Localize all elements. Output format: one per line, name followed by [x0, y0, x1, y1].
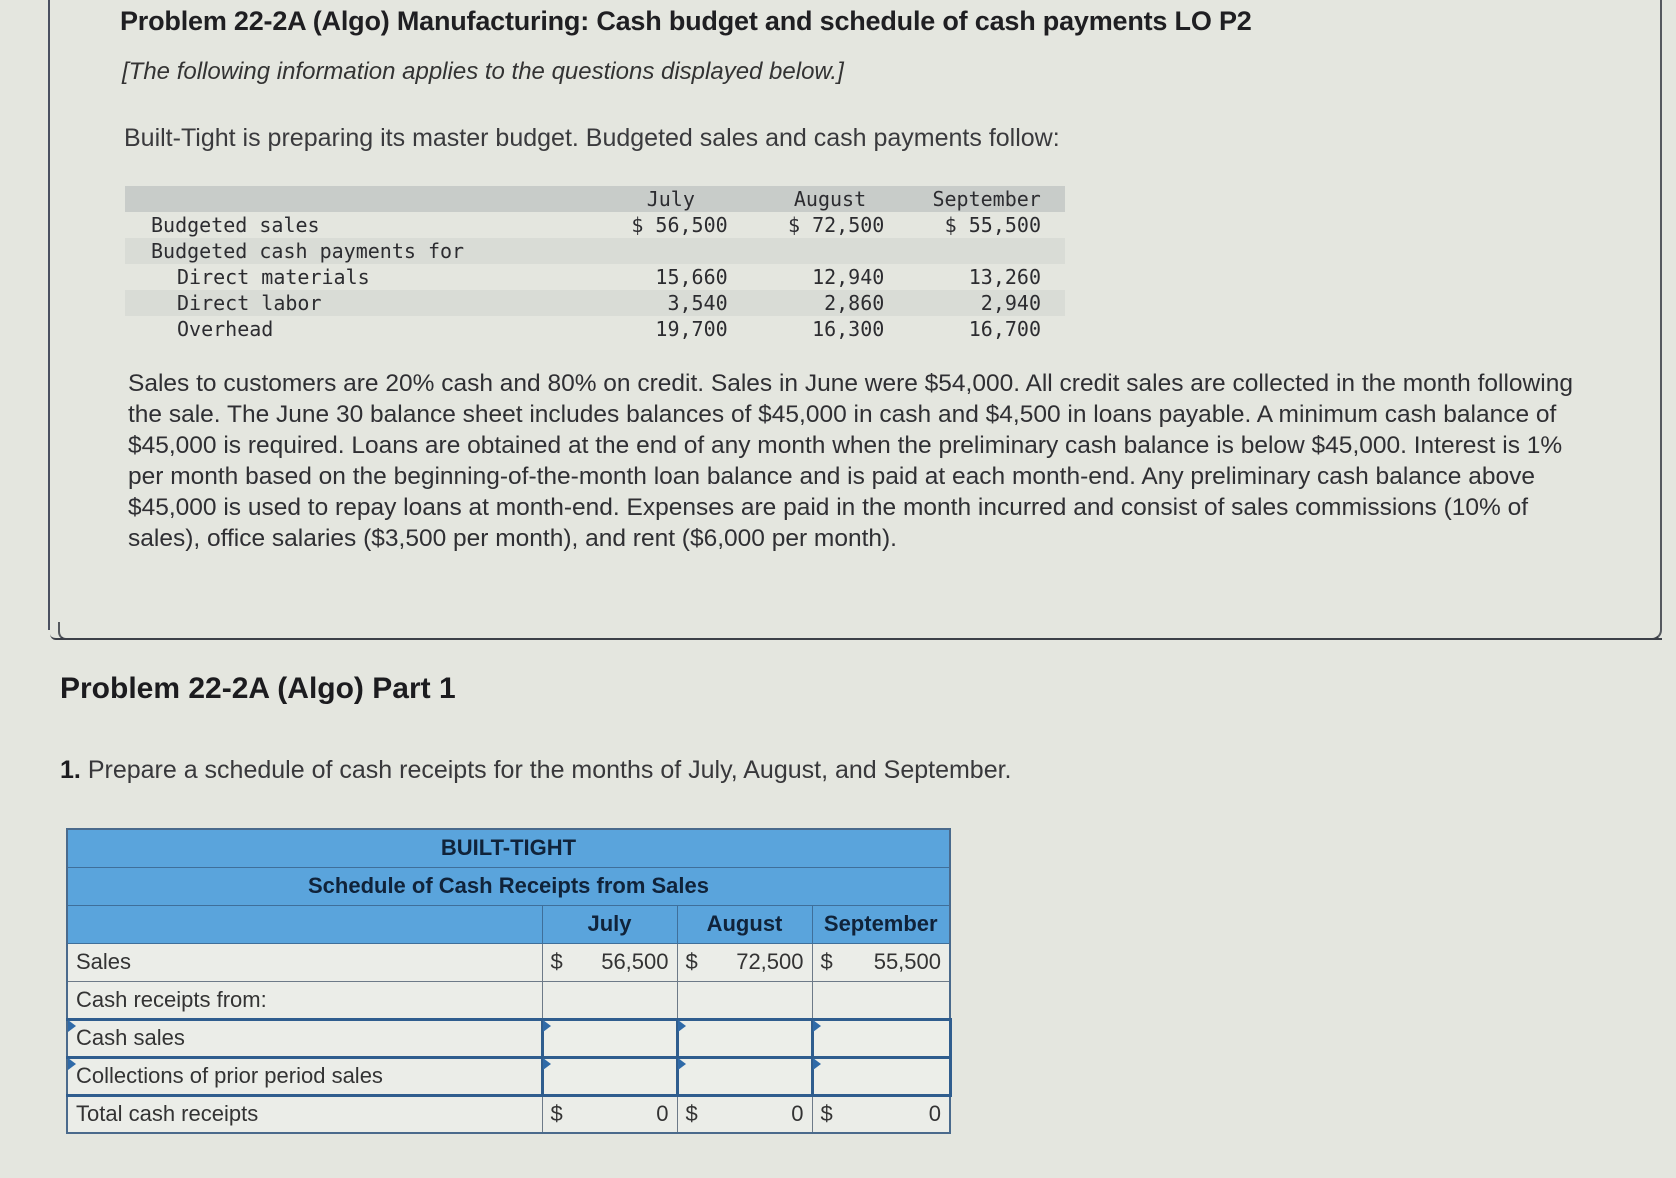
part-title: Problem 22-2A (Algo) Part 1	[60, 672, 456, 705]
month-july: July	[542, 905, 677, 943]
total-july	[542, 1095, 677, 1133]
total-value: 0	[656, 1101, 669, 1127]
cash-receipts-schedule	[66, 828, 952, 1134]
month-august: August	[677, 905, 812, 943]
row-direct-materials	[125, 264, 1065, 290]
sales-row	[67, 943, 950, 981]
schedule-title: Schedule of Cash Receipts from Sales	[67, 867, 950, 905]
cell: 2,940	[908, 290, 1065, 316]
cell: $ 56,500	[631, 213, 728, 237]
input-flag-icon	[678, 1020, 686, 1032]
collections-july-input[interactable]	[552, 1060, 668, 1092]
receipts-from-row	[67, 981, 950, 1019]
cash-sales-september-cell	[812, 1019, 950, 1057]
sales-value: 55,500	[873, 949, 941, 974]
cash-sales-july-input[interactable]	[552, 1022, 668, 1054]
total-august	[677, 1095, 812, 1133]
schedule-title-row	[67, 867, 950, 905]
cash-sales-row	[67, 1019, 950, 1057]
cash-sales-september-input[interactable]	[822, 1022, 941, 1054]
question	[60, 756, 1012, 785]
collections-september-input[interactable]	[822, 1060, 941, 1092]
cell: $ 55,500	[944, 213, 1041, 237]
cell: 12,940	[812, 265, 885, 289]
dropdown-flag-icon	[68, 1020, 76, 1032]
total-value: 0	[791, 1101, 804, 1127]
row-budgeted-sales	[125, 212, 1065, 238]
dropdown-flag-icon	[68, 1058, 76, 1070]
question-number: 1.	[60, 756, 81, 784]
total-september	[812, 1095, 950, 1133]
collections-row	[67, 1057, 950, 1095]
budget-data-table	[125, 186, 1065, 342]
question-text: Prepare a schedule of cash receipts for the months of July, August, and September.	[87, 756, 1012, 784]
total-value: 0	[928, 1101, 941, 1127]
header-blank	[125, 186, 590, 212]
currency-symbol: $	[820, 949, 833, 974]
problem-subtitle: [The following information applies to the questions displayed below.]	[122, 58, 844, 85]
header-blank	[67, 905, 542, 943]
collections-july-cell	[542, 1057, 677, 1095]
cash-sales-august-cell	[677, 1019, 812, 1057]
row-label: Budgeted cash payments for	[125, 238, 590, 264]
sales-august	[677, 943, 812, 981]
problem-title: Problem 22-2A (Algo) Manufacturing: Cash budget and schedule of cash payments LO P2	[120, 6, 1252, 36]
currency-symbol: $	[820, 1101, 833, 1127]
collections-september-cell	[812, 1057, 950, 1095]
input-flag-icon	[543, 1020, 551, 1032]
currency-symbol: $	[685, 949, 698, 974]
row-cash-payments	[125, 238, 1065, 264]
input-flag-icon	[543, 1058, 551, 1070]
cell: 19,700	[655, 317, 728, 341]
cell: 3,540	[590, 290, 752, 316]
collections-august-input[interactable]	[687, 1060, 803, 1092]
col-july: July	[590, 186, 752, 212]
row-label: Budgeted sales	[151, 213, 320, 237]
collections-label: Collections of prior period sales	[76, 1063, 383, 1088]
schedule-company: BUILT-TIGHT	[67, 829, 950, 867]
sales-september	[812, 943, 950, 981]
schedule-company-row	[67, 829, 950, 867]
cash-sales-label: Cash sales	[76, 1025, 185, 1050]
sales-july	[542, 943, 677, 981]
budget-table-header	[125, 186, 1065, 212]
cell	[590, 238, 752, 264]
currency-symbol: $	[685, 1101, 698, 1127]
cell: 13,260	[968, 265, 1041, 289]
cash-sales-july-cell	[542, 1019, 677, 1057]
cell: 16,300	[812, 317, 885, 341]
row-label: Direct labor	[125, 290, 590, 316]
sales-value: 72,500	[736, 949, 804, 974]
input-flag-icon	[678, 1058, 686, 1070]
empty-cell	[677, 981, 812, 1019]
cell	[752, 238, 909, 264]
row-direct-labor	[125, 290, 1065, 316]
total-row	[67, 1095, 950, 1133]
col-september: September	[908, 186, 1065, 212]
cell: 16,700	[968, 317, 1041, 341]
input-flag-icon	[813, 1020, 821, 1032]
input-flag-icon	[813, 1058, 821, 1070]
cell: $ 72,500	[787, 213, 885, 237]
receipts-from-label: Cash receipts from:	[67, 981, 542, 1019]
collections-august-cell	[677, 1057, 812, 1095]
cell: 2,860	[752, 290, 909, 316]
month-september: September	[812, 905, 950, 943]
schedule-month-header	[67, 905, 950, 943]
total-label: Total cash receipts	[67, 1095, 542, 1133]
cell: 15,660	[655, 265, 728, 289]
currency-symbol: $	[550, 949, 563, 974]
collections-label-dropdown[interactable]	[67, 1057, 542, 1095]
row-label: Overhead	[177, 317, 274, 341]
col-august: August	[752, 186, 909, 212]
empty-cell	[542, 981, 677, 1019]
row-overhead	[125, 316, 1065, 342]
cash-sales-label-dropdown[interactable]	[67, 1019, 542, 1057]
currency-symbol: $	[550, 1101, 563, 1127]
problem-narrative: Sales to customers are 20% cash and 80% on credit. Sales in June were $54,000. All credit sales are collected in the month following the sale. The June 30 balance sheet includes balances of $45,000 in cash and $4,500 in loans payable. A minimum cash balance of $45,000 is required. Loans are obtained at the end of any month when the preliminary cash balance is below $45,000. Interest is 1% per month based on the beginning-of-the-month loan balance and is paid at each month-end. Any preliminary cash balance above $45,000 is used to repay loans at month-end. Expenses are paid in the month incurred and consist of sales commissions (10% of sales), office salaries ($3,500 per month), and rent ($6,000 per month).	[128, 370, 1573, 552]
row-label: Direct materials	[177, 265, 370, 289]
intro-text: Built-Tight is preparing its master budget. Budgeted sales and cash payments follow:	[124, 124, 1060, 152]
empty-cell	[812, 981, 950, 1019]
sales-value: 56,500	[601, 949, 669, 974]
sales-label: Sales	[67, 943, 542, 981]
cell	[908, 238, 1065, 264]
cash-sales-august-input[interactable]	[687, 1022, 803, 1054]
